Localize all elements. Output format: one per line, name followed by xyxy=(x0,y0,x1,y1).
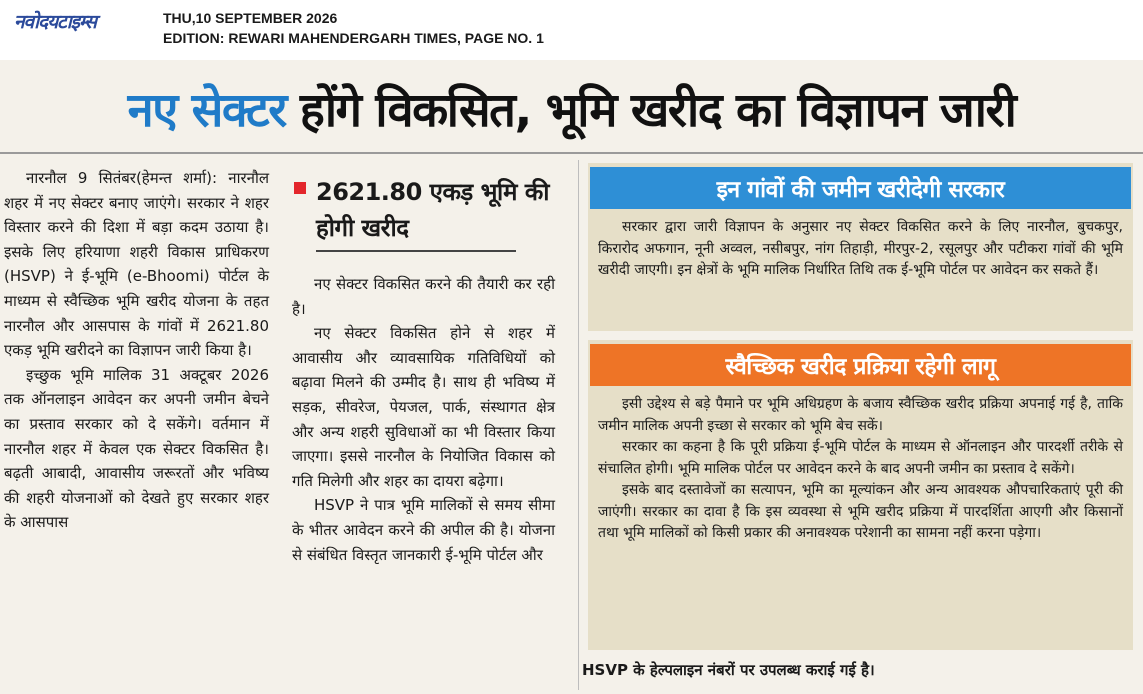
voluntary-purchase-box-title: स्वैच्छिक खरीद प्रक्रिया रहेगी लागू xyxy=(590,344,1131,386)
villages-box xyxy=(588,163,1133,331)
edition-date: THU,10 SEPTEMBER 2026 xyxy=(163,10,338,26)
column-divider xyxy=(578,160,579,690)
helpline-note: HSVP के हेल्पलाइन नंबरों पर उपलब्ध कराई गई है। xyxy=(582,661,875,679)
subheading-underline xyxy=(316,250,516,252)
headline-rule xyxy=(0,152,1143,154)
box-paragraph: सरकार द्वारा जारी विज्ञापन के अनुसार नए सेक्टर विकसित करने के लिए नारनौल, बुचकपुर, किरारोद अफगान, नूनी अव्वल, नसीबपुर, नांग तिहाड़ी, मीरपुर-2, रसूलपुर और पटीकरा गांवों की भूमि खरीदी जाएगी। इन क्षेत्रों के भूमि मालिक निर्धारित तिथि तक ई-भूमि पोर्टल पर आवेदन कर सकते हैं। xyxy=(598,219,1123,278)
headline-rest: होंगे विकसित, भूमि खरीद का विज्ञापन जारी xyxy=(299,83,1016,138)
edition-name: EDITION: REWARI MAHENDERGARH TIMES, PAGE NO. 1 xyxy=(163,30,544,46)
newspaper-logo: नवोदयटाइम्स xyxy=(14,11,96,33)
box-paragraph: सरकार का कहना है कि पूरी प्रक्रिया ई-भूमि पोर्टल के माध्यम से ऑनलाइन और पारदर्शी तरीके से संचालित होगी। भूमि मालिक पोर्टल पर आवेदन करने के बाद अपनी जमीन का प्रस्ताव दे सकेंगे। xyxy=(598,439,1123,477)
subheading-text: 2621.80 एकड़ भूमि की होगी खरीद xyxy=(316,178,550,242)
bullet-square-icon xyxy=(294,182,306,194)
article-column-2 xyxy=(292,272,555,567)
villages-box-body xyxy=(598,217,1123,282)
page-header xyxy=(0,0,1143,60)
subheading xyxy=(294,174,554,254)
villages-box-title: इन गांवों की जमीन खरीदेगी सरकार xyxy=(590,167,1131,209)
article-paragraph: नए सेक्टर विकसित करने की तैयारी कर रही है। xyxy=(292,275,555,318)
box-paragraph: इसी उद्देश्य से बड़े पैमाने पर भूमि अधिग्रहण के बजाय स्वैच्छिक खरीद प्रक्रिया अपनाई गई है, ताकि जमीन मालिक अपनी इच्छा से सरकार को भूमि बेच सकें। xyxy=(598,396,1123,434)
article-paragraph: नारनौल 9 सितंबर(हेमन्त शर्मा): नारनौल शहर में नए सेक्टर बनाए जाएंगे। सरकार ने शहर विस्तार करने की दिशा में बड़ा कदम उठाया है। इसके लिए हरियाणा शहरी विकास प्राधिकरण (HSVP) ने ई-भूमि (e-Bhoomi) पोर्टल के माध्यम से स्वैच्छिक भूमि खरीद योजना के तहत नारनौल और आसपास के गांवों में 2621.80 एकड़ भूमि खरीदने का विज्ञापन जारी किया है। xyxy=(4,169,269,360)
main-headline xyxy=(0,72,1143,144)
article-paragraph: HSVP ने पात्र भूमि मालिकों से समय सीमा के भीतर आवेदन करने की अपील की है। योजना से संबंधित विस्तृत जानकारी ई-भूमि पोर्टल और xyxy=(292,496,555,564)
article-paragraph: इच्छुक भूमि मालिक 31 अक्टूबर 2026 तक ऑनलाइन आवेदन कर अपनी जमीन बेचने का प्रस्ताव सरकार को दे सकेंगे। वर्तमान में नारनौल शहर में केवल एक सेक्टर विकसित है। बढ़ती आबादी, आवासीय जरूरतों और भविष्य की शहरी योजनाओं को देखते हुए सरकार शहर के आसपास xyxy=(4,365,269,532)
headline-accent: नए सेक्टर xyxy=(127,83,286,138)
box-paragraph: इसके बाद दस्तावेजों का सत्यापन, भूमि का मूल्यांकन और अन्य आवश्यक औपचारिकताएं पूरी की जाएंगी। सरकार का दावा है कि इस व्यवस्था से भूमि खरीद प्रक्रिया में पारदर्शिता आएगी और किसानों तथा भूमि मालिकों को किसी प्रकार की अनावश्यक परेशानी का सामना नहीं करना पड़ेगा। xyxy=(598,482,1123,541)
article-column-1 xyxy=(4,166,269,535)
voluntary-purchase-box xyxy=(588,340,1133,650)
article-paragraph: नए सेक्टर विकसित होने से शहर में आवासीय और व्यावसायिक गतिविधियों को बढ़ावा मिलने की उम्मीद है। साथ ही भविष्य में सड़क, सीवरेज, पेयजल, पार्क, संस्थागत क्षेत्र और अन्य शहरी सुविधाओं का भी विस्तार किया जाएगा। इससे नारनौल के नियोजित विकास को गति मिलेगी और शहर का दायरा बढ़ेगा। xyxy=(292,324,555,490)
voluntary-purchase-box-body xyxy=(598,394,1123,545)
